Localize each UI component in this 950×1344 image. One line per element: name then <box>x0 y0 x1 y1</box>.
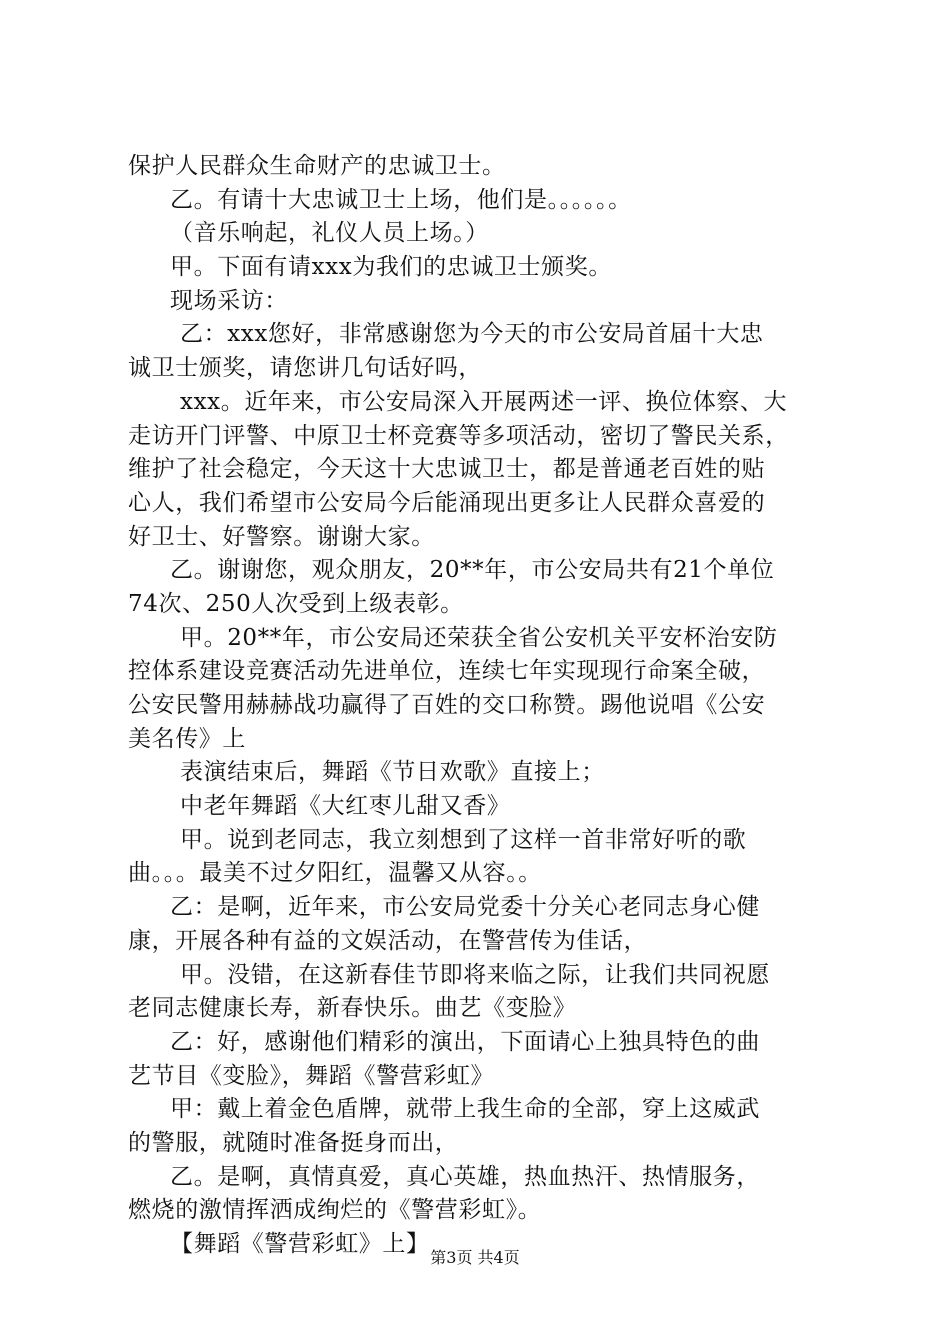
text-line: 乙。有请十大忠诚卫士上场，他们是。。。。。。 <box>170 186 632 213</box>
text-line: 好卫士、好警察。谢谢大家。 <box>128 523 435 550</box>
text-line: 美名传》上 <box>128 725 246 752</box>
text-line: 的警服，就随时准备挺身而出， <box>128 1129 459 1156</box>
text-line: （音乐响起，礼仪人员上场。） <box>170 220 489 247</box>
text-line: 走访开门评警、中原卫士杯竞赛等多项活动，密切了警民关系， <box>128 422 789 449</box>
text-line: 甲：戴上着金色盾牌，就带上我生命的全部，穿上这威武 <box>170 1096 760 1123</box>
text-line: 乙：好，感谢他们精彩的演出，下面请心上独具特色的曲 <box>170 1028 760 1055</box>
text-line: 乙。谢谢您，观众朋友，20**年，市公安局共有21个单位 <box>170 557 775 584</box>
text-line: 乙：是啊，近年来，市公安局党委十分关心老同志身心健 <box>170 894 760 921</box>
document-body <box>128 150 840 1262</box>
text-line: 心人，我们希望市公安局今后能涌现出更多让人民群众喜爱的 <box>128 489 766 516</box>
text-line: 甲。说到老同志，我立刻想到了这样一首非常好听的歌 <box>180 826 747 853</box>
text-line: 现场采访： <box>170 287 288 314</box>
text-line: 保护人民群众生命财产的忠诚卫士。 <box>128 153 506 179</box>
text-line: 曲。。。最美不过夕阳红，温馨又从容。。 <box>128 860 542 887</box>
text-line: 公安民警用赫赫战功赢得了百姓的交口称赞。踢他说唱《公安 <box>128 692 766 718</box>
text-line: 甲。没错，在这新春佳节即将来临之际，让我们共同祝愿 <box>180 961 770 988</box>
page-footer: 第3页 共4页 <box>430 1248 520 1267</box>
text-line: 甲。下面有请xxx为我们的忠诚卫士颁奖。 <box>170 254 612 281</box>
text-line: 维护了社会稳定，今天这十大忠诚卫士，都是普通老百姓的贴 <box>128 456 766 483</box>
text-line: 康，开展各种有益的文娱活动，在警营传为佳话， <box>128 927 648 954</box>
text-line: 乙：xxx您好，非常感谢您为今天的市公安局首届十大忠 <box>180 321 764 348</box>
text-line: 表演结束后，舞蹈《节日欢歌》直接上； <box>180 759 605 786</box>
text-line: 乙。是啊，真情真爱，真心英雄，热血热汗、热情服务， <box>170 1163 760 1190</box>
text-line: 【舞蹈《警营彩虹》上】 <box>170 1231 430 1257</box>
text-line: xxx。近年来，市公安局深入开展两述一评、换位体察、大 <box>180 388 788 415</box>
text-line: 诚卫士颁奖，请您讲几句话好吗， <box>128 355 482 382</box>
text-line: 中老年舞蹈《大红枣儿甜又香》 <box>180 793 511 820</box>
text-line: 燃烧的激情挥洒成绚烂的《警营彩虹》。 <box>128 1197 542 1224</box>
text-line: 甲。20**年，市公安局还荣获全省公安机关平安杯治安防 <box>180 624 778 651</box>
text-line: 控体系建设竞赛活动先进单位，连续七年实现现行命案全破， <box>128 658 766 685</box>
text-line: 艺节目《变脸》，舞蹈《警营彩虹》 <box>128 1062 495 1089</box>
text-line: 老同志健康长寿，新春快乐。曲艺《变脸》 <box>128 995 577 1022</box>
text-line: 74次、250人次受到上级表彰。 <box>128 590 464 617</box>
